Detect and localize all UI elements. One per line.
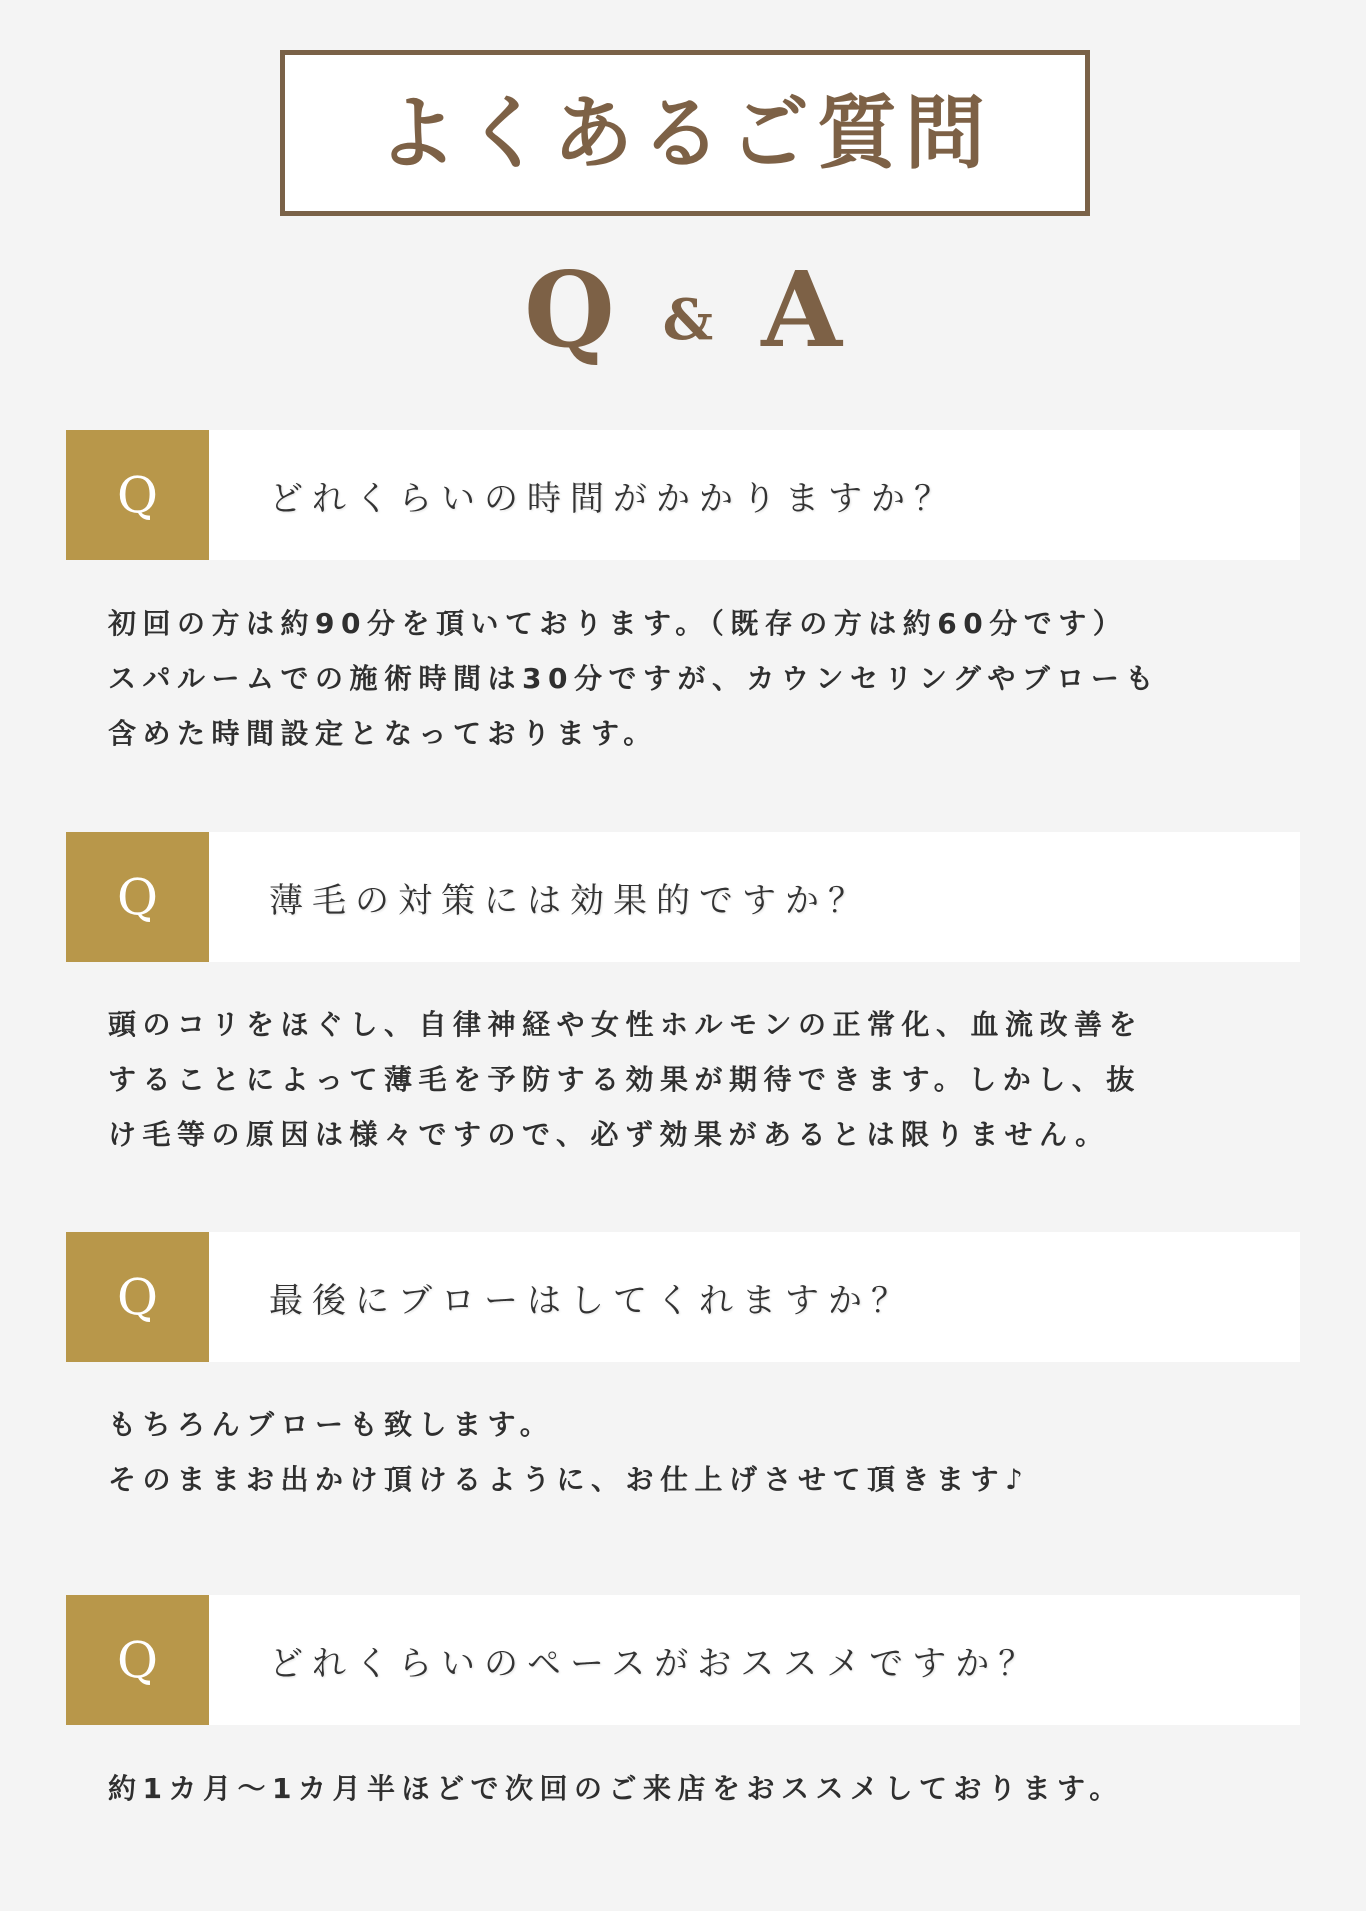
q-badge: Q: [66, 1595, 209, 1725]
faq-question-bar[interactable]: [66, 832, 1300, 962]
qa-heading-a: A: [761, 248, 842, 371]
faq-answer-line: け毛等の原因は様々ですので、必ず効果があるとは限りません。: [108, 1118, 1110, 1151]
faq-answer: [108, 596, 1288, 761]
faq-answer: [108, 1761, 1288, 1816]
page-title-box: [280, 50, 1090, 216]
faq-answer: [108, 997, 1288, 1162]
qa-heading-q: Q: [524, 248, 615, 371]
faq-answer: [108, 1397, 1288, 1507]
qa-heading: [0, 250, 1366, 370]
faq-question-text: 最後にブローはしてくれますか？: [269, 1280, 914, 1321]
faq-answer-line: 頭のコリをほぐし、自律神経や女性ホルモンの正常化、血流改善を: [108, 1008, 1144, 1041]
faq-question-bar[interactable]: [66, 1232, 1300, 1362]
faq-question-bar[interactable]: [66, 1595, 1300, 1725]
faq-answer-line: 約1カ月〜1カ月半ほどで次回のご来店をおススメしております。: [108, 1772, 1124, 1805]
q-badge: Q: [66, 430, 209, 560]
faq-question-text: 薄毛の対策には効果的ですか？: [269, 880, 871, 921]
faq-answer-line: 初回の方は約90分を頂いております。（既存の方は約60分です）: [108, 607, 1128, 640]
q-badge: Q: [66, 1232, 209, 1362]
page-title: よくあるご質問: [377, 86, 993, 180]
faq-answer-line: そのままお出かけ頂けるように、お仕上げさせて頂きます♪: [108, 1463, 1030, 1496]
faq-question-text: どれくらいの時間がかかりますか？: [269, 478, 957, 519]
faq-answer-line: 含めた時間設定となっております。: [108, 717, 658, 750]
faq-answer-line: することによって薄毛を予防する効果が期待できます。しかし、抜: [108, 1063, 1141, 1096]
q-badge: Q: [66, 832, 209, 962]
faq-question-bar[interactable]: [66, 430, 1300, 560]
faq-answer-line: スパルームでの施術時間は30分ですが、カウンセリングやブローも: [108, 662, 1160, 695]
faq-question-text: どれくらいのペースがおススメですか？: [269, 1643, 1042, 1684]
qa-heading-amp: &: [662, 287, 714, 353]
faq-answer-line: もちろんブローも致します。: [108, 1408, 555, 1441]
